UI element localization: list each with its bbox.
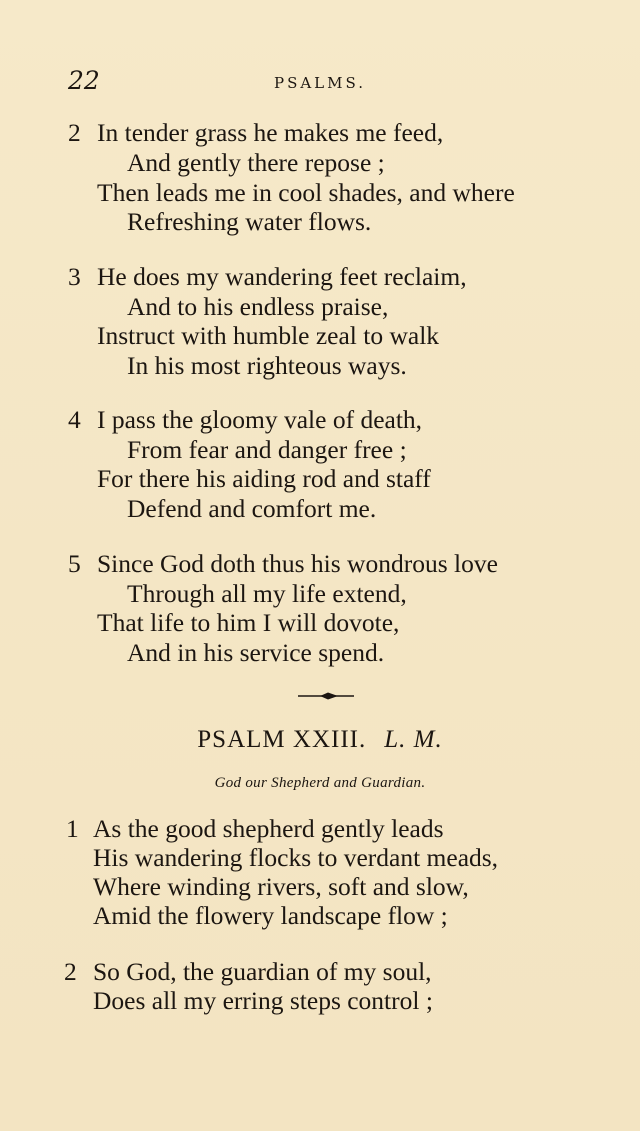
verse-line: He does my wandering feet reclaim, [97,262,467,291]
verse-line: In his most righteous ways. [127,351,407,380]
psalm-title [0,726,640,754]
stanza-number: 1 [66,814,79,843]
verse-line: His wandering flocks to verdant meads, [93,843,499,872]
page-header [0,66,640,100]
running-head: PSALMS. [273,74,367,92]
verse-line: Then leads me in cool shades, and where [97,178,515,207]
verse-line: That life to him I will dovote, [97,608,400,637]
verse-line: And to his endless praise, [127,292,389,321]
verse-line: Amid the flowery landscape flow ; [93,901,448,930]
verse-line: Refreshing water flows. [127,207,372,236]
verse-line: I pass the gloomy vale of death, [97,405,423,434]
stanza-number: 4 [68,405,81,434]
stanza-number: 5 [68,549,81,578]
verse-line: From fear and danger free ; [127,435,407,464]
stanza-number: 2 [68,118,81,147]
verse-line: And in his service spend. [127,638,385,667]
verse-line: So God, the guardian of my soul, [93,957,432,986]
psalm-meter: L. M. [384,726,443,753]
stanza-number: 2 [64,957,77,986]
psalm-title-text: PSALM XXIII. [197,726,367,753]
verse-line: Where winding rivers, soft and slow, [93,872,469,901]
verse-line: As the good shepherd gently leads [93,814,444,843]
page-number: 22 [68,66,100,95]
section-divider-ornament [296,690,356,702]
verse-line: Since God doth thus his wondrous love [97,549,498,578]
verse-line: Instruct with humble zeal to walk [97,321,440,350]
verse-line: Does all my erring steps control ; [93,986,433,1015]
verse-line: In tender grass he makes me feed, [97,118,444,147]
verse-line: And gently there repose ; [127,148,385,177]
stanza-number: 3 [68,262,81,291]
verse-line: Through all my life extend, [127,579,407,608]
psalm-subtitle: God our Shepherd and Guardian. [214,775,426,791]
verse-line: For there his aiding rod and staff [97,464,431,493]
verse-line: Defend and comfort me. [127,494,377,523]
